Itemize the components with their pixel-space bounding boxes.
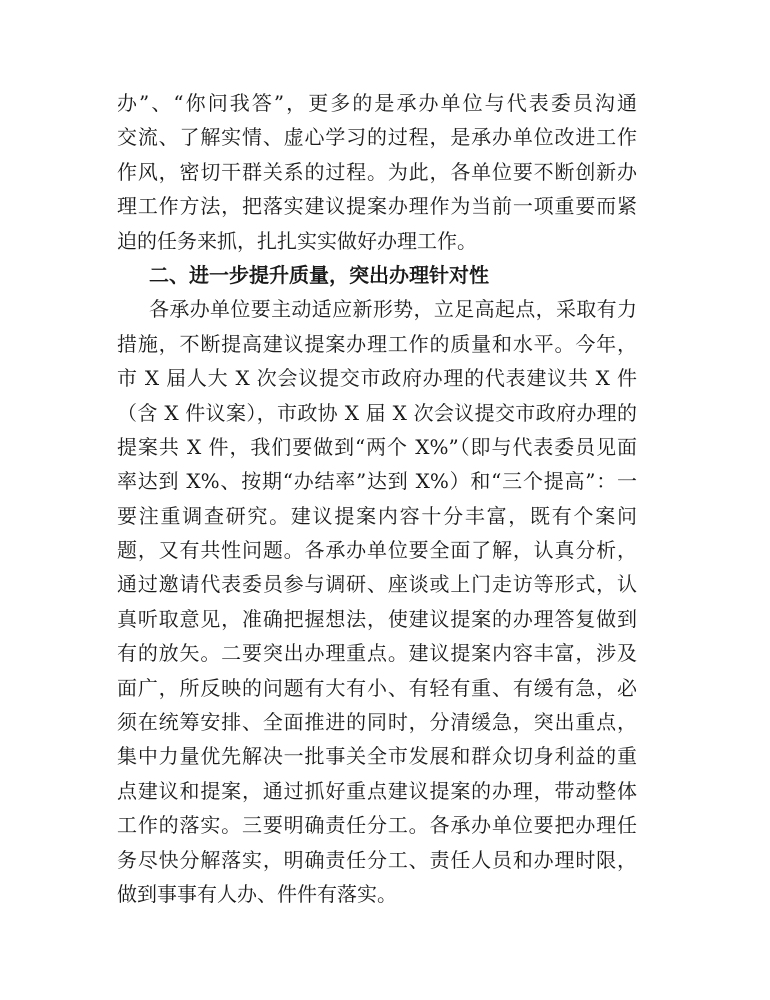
text-line: 各承办单位要主动适应新形势，立足高起点，采取有力 <box>149 297 637 322</box>
text-line: 作风，密切干群关系的过程。为此，各单位要不断创新办 <box>117 159 637 184</box>
text-line: 迫的任务来抓，扎扎实实做好办理工作。 <box>117 228 477 253</box>
text-line: 面广，所反映的问题有大有小、有轻有重、有缓有急，必 <box>117 675 637 700</box>
text-line: 工作的落实。三要明确责任分工。各承办单位要把办理任 <box>117 813 637 838</box>
text-line: 理工作方法，把落实建议提案办理作为当前一项重要而紧 <box>117 194 637 219</box>
text-line: 点建议和提案，通过抓好重点建议提案的办理，带动整体 <box>117 778 637 803</box>
section-heading: 二、进一步提升质量，突出办理针对性 <box>149 262 489 287</box>
text-line: 做到事事有人办、件件有落实。 <box>117 881 397 906</box>
text-line: 真听取意见，准确把握想法，使建议提案的办理答复做到 <box>117 606 637 631</box>
document-page <box>117 86 637 911</box>
text-line: 率达到 X%、按期“办结率”达到 X%）和“三个提高”：一 <box>117 469 637 494</box>
text-line: 有的放矢。二要突出办理重点。建议提案内容丰富，涉及 <box>117 641 637 666</box>
text-line: 要注重调查研究。建议提案内容十分丰富，既有个案问 <box>117 503 637 528</box>
text-line: 务尽快分解落实，明确责任分工、责任人员和办理时限， <box>117 847 637 872</box>
text-line: 交流、了解实情、虚心学习的过程，是承办单位改进工作 <box>117 125 637 150</box>
text-line: 措施，不断提高建议提案办理工作的质量和水平。今年， <box>117 331 637 356</box>
text-line: 提案共 X 件，我们要做到“两个 X%”（即与代表委员见面 <box>117 434 637 459</box>
text-line: 通过邀请代表委员参与调研、座谈或上门走访等形式，认 <box>117 572 637 597</box>
text-line: 市 X 届人大 X 次会议提交市政府办理的代表建议共 X 件 <box>117 366 637 391</box>
text-line: 集中力量优先解决一批事关全市发展和群众切身利益的重 <box>117 744 637 769</box>
text-line: 办”、“你问我答”，更多的是承办单位与代表委员沟通 <box>117 91 637 115</box>
text-line: 须在统筹安排、全面推进的同时，分清缓急，突出重点， <box>117 710 637 735</box>
text-line: （含 X 件议案），市政协 X 届 X 次会议提交市政府办理的 <box>117 400 637 425</box>
text-line: 题，又有共性问题。各承办单位要全面了解，认真分析， <box>117 538 637 563</box>
